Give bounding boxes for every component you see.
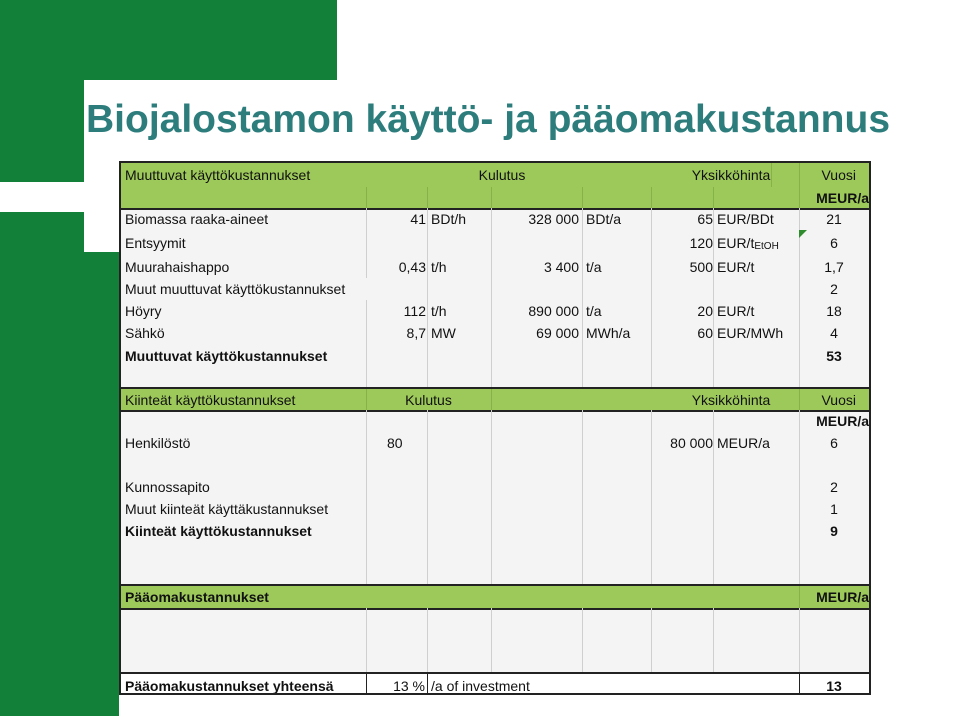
annual-amount: 69 000 <box>536 325 579 341</box>
annual-cost: 6 <box>830 234 838 251</box>
unit-header: MEUR/a <box>816 189 869 206</box>
decorative-green-block <box>0 172 84 182</box>
annual-cost: 6 <box>830 435 838 451</box>
unit-price: 20 <box>697 303 713 319</box>
capital-percent: 13 % <box>393 677 425 694</box>
total-value: 13 <box>826 677 842 694</box>
cost-spreadsheet <box>119 161 871 695</box>
unit-price-header: Yksikköhinta <box>691 167 771 183</box>
amount-unit: t/h <box>431 303 447 319</box>
unit-header-row <box>121 187 869 210</box>
total-label: Pääomakustannukset yhteensä <box>125 677 334 694</box>
table-row <box>121 476 869 498</box>
table-row <box>121 432 869 454</box>
decorative-green-block <box>0 0 337 80</box>
row-label: Muut muuttuvat käyttökustannukset <box>125 281 346 297</box>
fixed-costs-header-label: Kiinteät käyttökustannukset <box>125 391 296 408</box>
spacer-row <box>121 628 869 650</box>
unit-price: 120 <box>689 234 713 251</box>
row-label: Muut kiinteät käyttäkustannukset <box>125 501 329 517</box>
variable-costs-header-row <box>121 163 869 189</box>
row-label: Sähkö <box>125 325 165 341</box>
annual-unit: BDt/a <box>586 211 622 227</box>
table-row <box>121 498 869 520</box>
row-label: Höyry <box>125 303 162 319</box>
annual-unit: MWh/a <box>586 325 631 341</box>
price-unit <box>713 230 803 255</box>
annual-cost: 4 <box>830 325 838 341</box>
fixed-costs-header-row <box>121 387 869 412</box>
row-label: Kunnossapito <box>125 479 210 495</box>
annual-cost: 18 <box>826 303 842 319</box>
annual-amount: 328 000 <box>528 211 579 227</box>
amount-unit: MW <box>431 325 456 341</box>
unit-price: 60 <box>697 325 713 341</box>
spacer-row <box>121 368 869 387</box>
annual-cost: 21 <box>826 211 842 227</box>
decorative-green-block <box>0 212 84 252</box>
annual-unit: t/a <box>586 258 602 275</box>
total-label: Muuttuvat käyttökustannukset <box>125 348 328 364</box>
consumption-header: Kulutus <box>405 391 452 408</box>
amount-value: 8,7 <box>406 325 426 341</box>
price-unit: MEUR/a <box>717 435 770 451</box>
price-unit-subscript: EtOH <box>754 240 779 252</box>
slide-title: Biojalostamon käyttö- ja pääomakustannus <box>86 98 891 141</box>
amount-value: 41 <box>410 211 426 227</box>
row-label: Biomassa raaka-aineet <box>125 211 269 227</box>
annual-cost: 2 <box>830 281 838 297</box>
price-unit: EUR/t <box>717 303 755 319</box>
row-label: Henkilöstö <box>125 435 191 451</box>
annual-amount: 890 000 <box>528 303 579 319</box>
capital-costs-header-row <box>121 584 869 610</box>
per-year-header: Vuosi <box>821 391 856 408</box>
annual-cost: 1 <box>830 501 838 517</box>
unit-price: 65 <box>697 211 713 227</box>
amount-unit: BDt/h <box>431 211 467 227</box>
amount-unit: t/h <box>431 258 447 275</box>
table-row <box>121 322 869 344</box>
capital-costs-total-row <box>121 672 869 695</box>
spacer-row <box>121 542 869 584</box>
unit-header: MEUR/a <box>816 413 869 429</box>
amount-value: 112 <box>403 303 426 319</box>
price-unit: EUR/BDt <box>717 211 774 227</box>
variable-costs-total-row <box>121 344 869 368</box>
table-row <box>121 208 869 230</box>
table-row <box>121 255 869 278</box>
annual-cost: 2 <box>830 479 838 495</box>
unit-price: 500 <box>689 258 713 275</box>
total-value: 53 <box>826 348 842 364</box>
table-row <box>121 300 869 322</box>
decorative-green-block <box>0 80 84 172</box>
fixed-costs-total-row <box>121 520 869 542</box>
decorative-green-block <box>0 252 119 716</box>
amount-value: 80 <box>387 435 403 451</box>
unit-price: 80 000 <box>670 435 713 451</box>
annual-cost: 1,7 <box>824 258 844 275</box>
row-label: Entsyymit <box>125 234 186 251</box>
per-year-header: Vuosi <box>821 167 856 183</box>
spacer-row <box>121 650 869 672</box>
variable-costs-header-label: Muuttuvat käyttökustannukset <box>125 167 311 183</box>
price-unit: EUR/MWh <box>717 325 784 341</box>
table-row <box>121 230 869 255</box>
table-row <box>121 278 869 300</box>
capital-note: /a of investment <box>431 677 530 694</box>
spacer-row <box>121 608 869 628</box>
price-unit: EUR/t <box>717 258 755 275</box>
price-unit-text: EUR/t <box>717 234 755 251</box>
row-label: Muurahaishappo <box>125 258 230 275</box>
capital-unit-header: MEUR/a <box>816 589 869 605</box>
fixed-unit-row <box>121 410 869 432</box>
annual-amount: 3 400 <box>543 258 579 275</box>
total-label: Kiinteät käyttökustannukset <box>125 523 312 539</box>
amount-value: 0,43 <box>398 258 426 275</box>
annual-unit: t/a <box>586 303 602 319</box>
consumption-header: Kulutus <box>478 167 526 183</box>
total-value: 9 <box>830 523 838 539</box>
spacer-row <box>121 454 869 476</box>
unit-price-header: Yksikköhinta <box>691 391 771 408</box>
capital-costs-header-label: Pääomakustannukset <box>125 589 269 605</box>
